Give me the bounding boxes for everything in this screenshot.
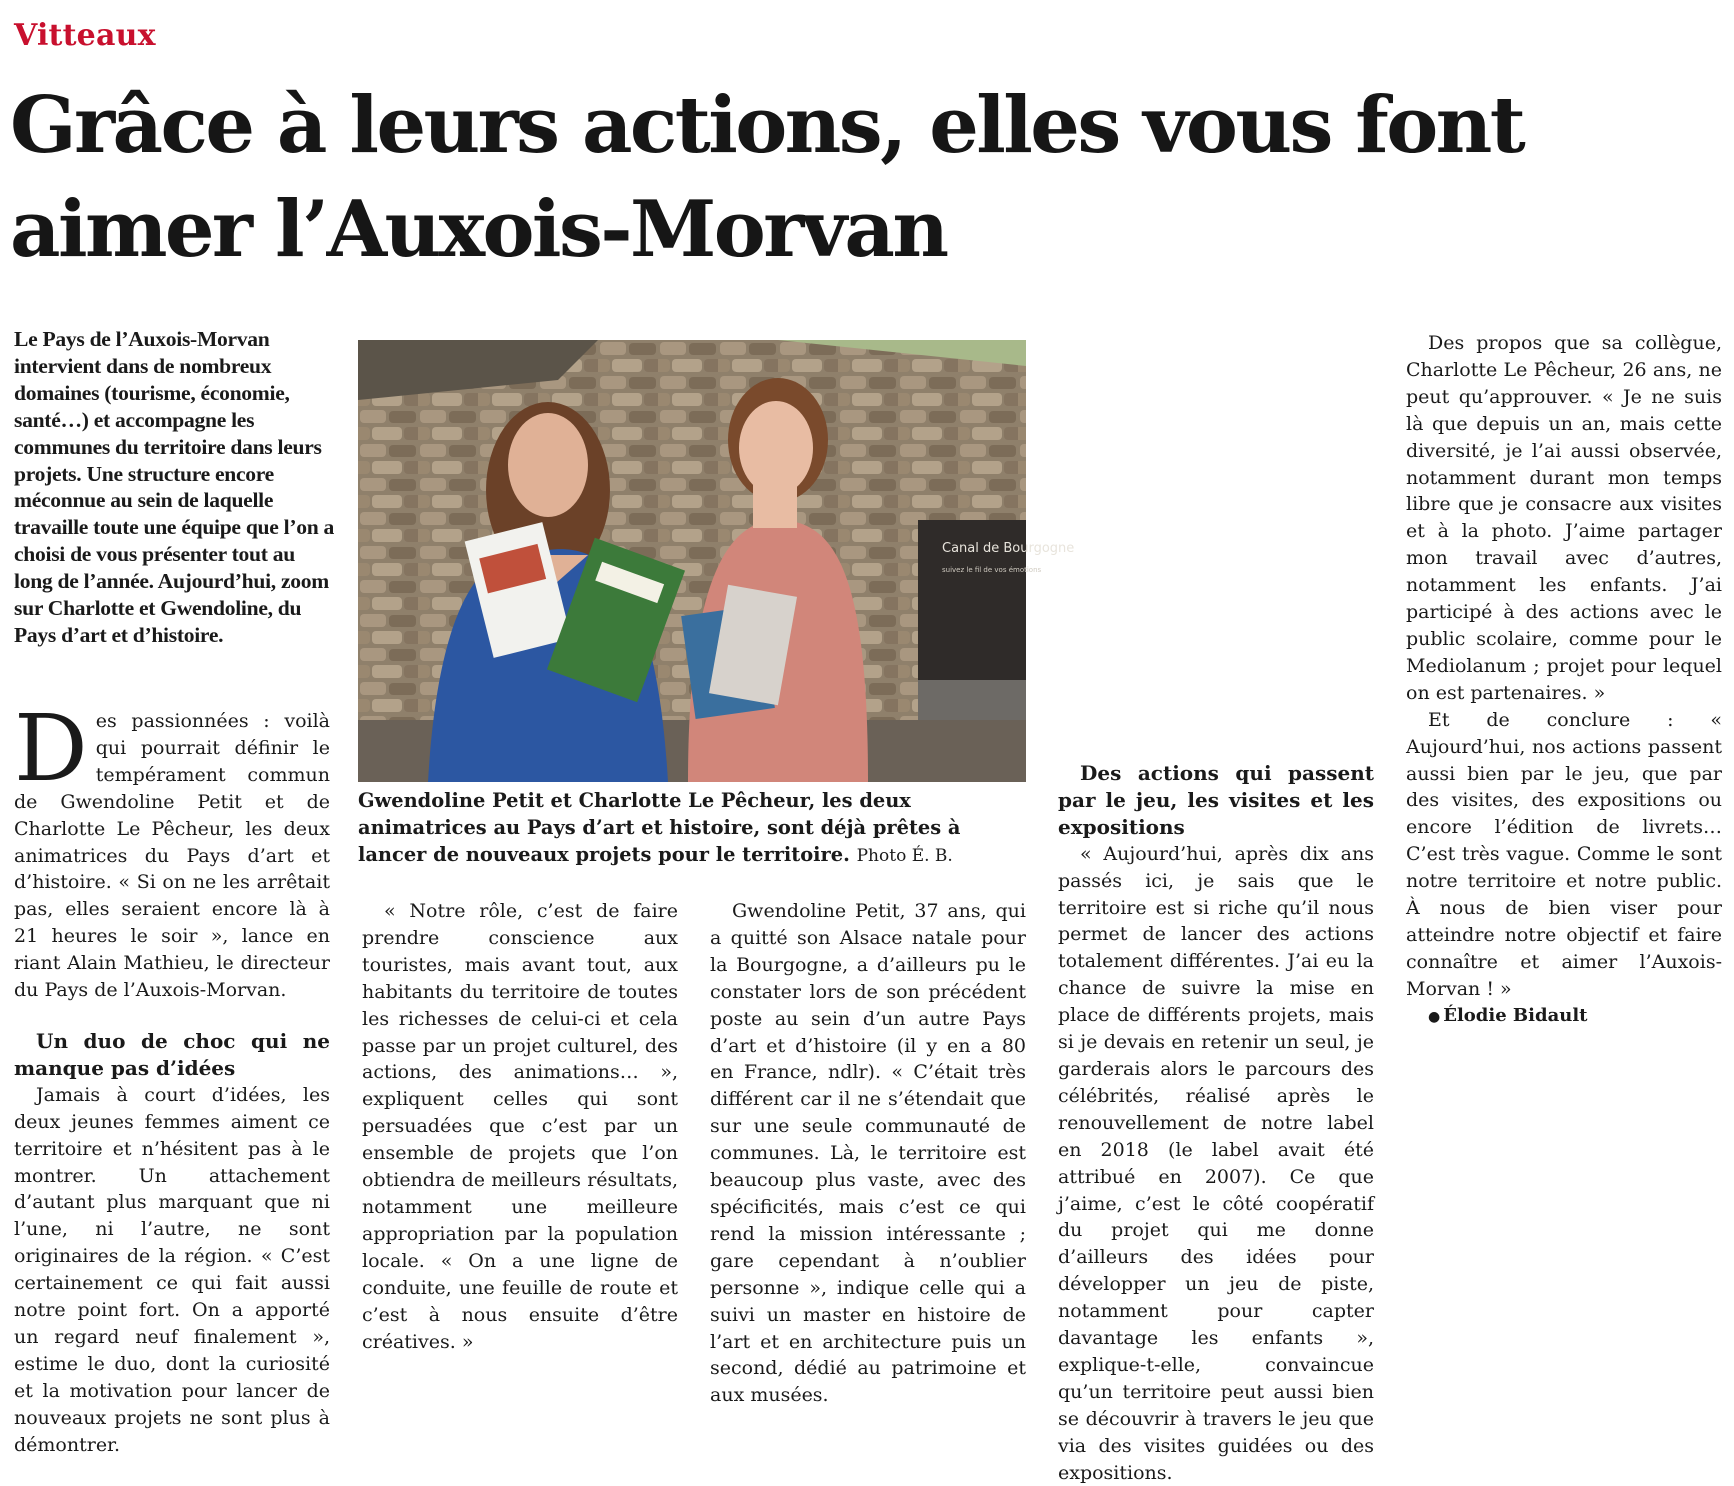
subhead-actions: Des actions qui passent par le jeu, les visites et les expositions: [1058, 761, 1374, 839]
headline: Grâce à leurs actions, elles vous font aimer l’Auxois-Morvan: [10, 80, 1524, 275]
photo-caption: [358, 788, 1026, 870]
column-1-body: [14, 695, 330, 1456]
photo-credit: Photo É. B.: [856, 845, 953, 866]
intro-text: es passionnées : voilà qui pourrait définir le tempérament commun de Gwendoline Petit et de Charlotte Le Pêcheur, les deux animatrices du Pays d’art et d’histoire. « Si on ne les arrêtait pas, elles seraient encore là à 21 heures le soir », lance en riant Alain Mathieu, le directeur du Pays de l’Auxois-Morvan.: [14, 710, 330, 1002]
author-name: Élodie Bidault: [1443, 1004, 1588, 1026]
caption-text: Gwendoline Petit et Charlotte Le Pêcheur, les deux animatrices au Pays d’art et histoire, sont déjà prêtes à lancer de nouveaux projets pour le territoire.: [358, 789, 961, 866]
intro-paragraph: [14, 695, 330, 1004]
photo-illustration: [358, 340, 1075, 782]
article-photo: [358, 340, 1075, 782]
column-4: [1058, 330, 1374, 1484]
chapo: Le Pays de l’Auxois-Morvan intervient dans de nombreux domaines (tourisme, économie, santé…) et accompagne les communes du territoire dans leurs projets. Une structure encore méconnue au sein de laquelle travaille toute une équipe que l’on a choisi de vous présenter tout au long de l’année. Aujourd’hui, zoom sur Charlotte et Gwendoline, du Pays d’art et d’histoire.: [14, 327, 335, 647]
paragraph-5: Des propos que sa collègue, Charlotte Le Pêcheur, 26 ans, ne peut qu’approuver. « Je ne suis là que depuis un an, mais cette diversité, je l’ai aussi observée, notamment durant mon temps libre que je consacre aux visites et à la photo. J’aime partager mon travail avec d’autres, notamment les enfants. J’ai participé à des actions avec le public scolaire, comme pour le Mediolanum ; projet pour lequel on est partenaires. »: [1406, 332, 1722, 704]
column-5: [1406, 330, 1722, 1280]
subhead-duo: Un duo de choc qui ne manque pas d’idées: [14, 1028, 330, 1080]
paragraph-1: Jamais à court d’idées, les deux jeunes femmes aiment ce territoire et n’hésitent pas à le montrer. Un attachement d’autant plus marquant que ni l’une, ni l’autre, ne sont originaires de la région. « C’est certainement ce qui fait aussi notre point fort. On a apporté un regard neuf finalement », estime le duo, dont la curiosité et la motivation pour lancer de nouveaux projets ne sont plus à démontrer.: [14, 1083, 330, 1456]
paragraph-3: Gwendoline Petit, 37 ans, qui a quitté son Alsace natale pour la Bourgogne, a d’ailleurs pu le constater lors de son précédent poste au sein d’un autre Pays d’art et d’histoire (il y en a 80 en France, ndlr). « C’était très différent car il ne s’étendait que sur une seule communauté de communes. Là, le territoire est beaucoup plus vaste, avec des spécificités, mais c’est ce qui rend la mission intéressante ; gare cependant à n’oublier personne », indique celle qui a suivi un master en histoire de l’art et en architecture puis un second, dédié au patrimoine et aux musées.: [710, 900, 1026, 1407]
paragraph-2: « Notre rôle, c’est de faire prendre conscience aux touristes, mais avant tout, aux habitants du territoire de toutes les richesses de celui-ci et cela passe par un projet culturel, des actions, des animations… », expliquent celles qui sont persuadées que c’est par un ensemble de projets que l’on obtiendra de meilleurs résultats, notamment une meilleure appropriation par la population locale. « On a une ligne de conduite, une feuille de route et c’est à nous ensuite d’être créatives. »: [362, 900, 678, 1353]
author-signature: [1406, 1003, 1722, 1031]
sign-sublabel: suivez le fil de vos émotions: [942, 566, 1042, 574]
drop-cap: D: [14, 695, 88, 802]
sign-label: Canal de Bourgogne: [942, 541, 1075, 556]
kicker: Vitteaux: [14, 18, 156, 53]
column-1: [14, 326, 336, 682]
column-3: [710, 898, 1026, 1407]
paragraph-4: « Aujourd’hui, après dix ans passés ici, je sais que le territoire est si riche qu’il nous permet de lancer des actions totalement différentes. J’ai eu la chance de suivre la mise en place de différents projets, mais si je devais en retenir un seul, je garderais alors le parcours des célébrités, réalisé après le renouvellement de notre label en 2018 (le label avait été attribué en 2007). Ce que j’aime, c’est le côté coopératif du projet qui me donne d’ailleurs des idées pour développer un jeu de piste, notamment pour capter davantage les enfants », explique-t-elle, convaincue qu’un territoire peut aussi bien se découvrir à travers le jeu que via des visites guidées ou des expositions.: [1058, 842, 1374, 1484]
bullet-icon: ●: [1428, 1008, 1441, 1025]
column-2: [362, 898, 678, 1353]
paragraph-6: Et de conclure : « Aujourd’hui, nos actions passent aussi bien par le jeu, que par des visites, des expositions ou encore l’édition de livrets… C’est très vague. Comme le sont notre territoire et notre public. À nous de bien viser pour atteindre notre objectif et faire connaître et aimer l’Auxois-Morvan ! »: [1406, 708, 1722, 1000]
